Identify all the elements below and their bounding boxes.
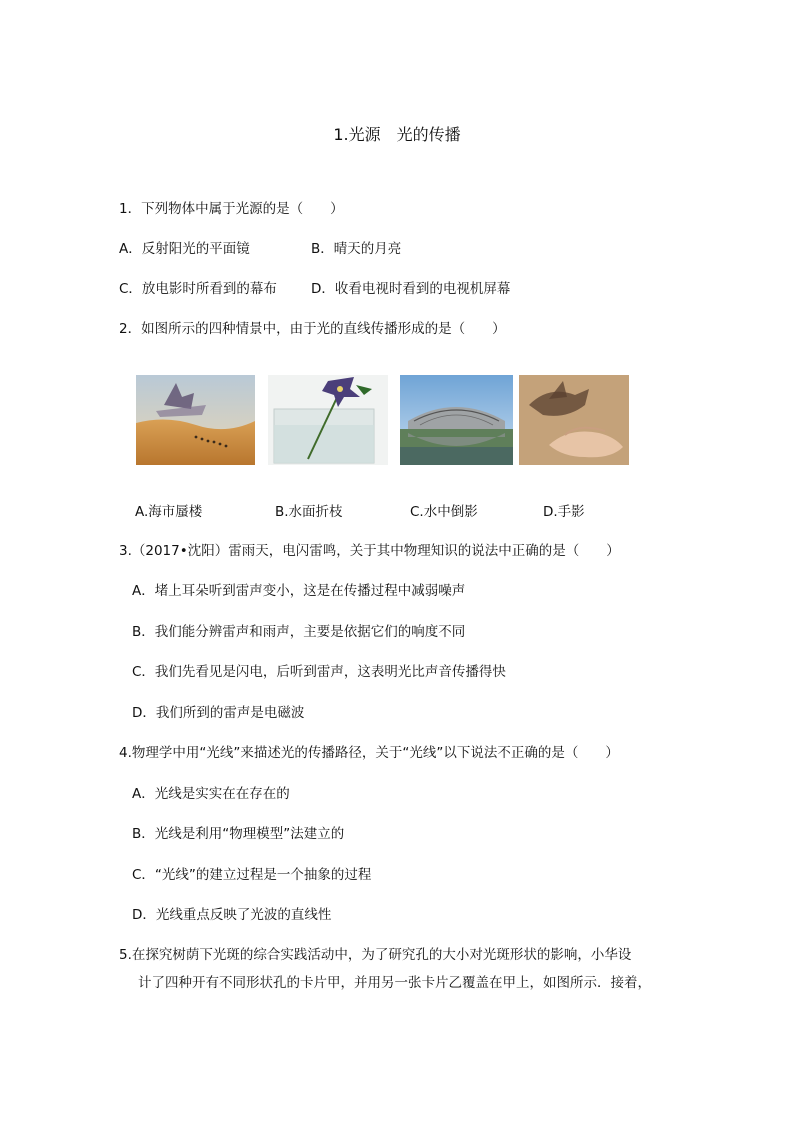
- q2-caption-a: A.海市蜃楼: [135, 504, 203, 520]
- q3-option-b: B．我们能分辨雷声和雨声，主要是依据它们的响度不同: [132, 624, 466, 640]
- bent-branch-image: [268, 375, 388, 465]
- reflection-image: [400, 375, 513, 465]
- q3-option-a: A．堵上耳朵听到雷声变小，这是在传播过程中减弱噪声: [132, 583, 466, 599]
- q1-option-b: B．晴天的月亮: [311, 241, 402, 257]
- mirage-image: [136, 375, 255, 465]
- q1-option-a: A．反射阳光的平面镜: [119, 241, 250, 257]
- q3-option-d: D．我们所到的雷声是电磁波: [132, 705, 305, 721]
- q3-stem: 3.（2017•沈阳）雷雨天，电闪雷鸣，关于其中物理知识的说法中正确的是（ ）: [119, 543, 620, 559]
- q3-option-c: C．我们先看见是闪电，后听到雷声，这表明光比声音传播得快: [132, 664, 506, 680]
- q5-line-1: 5.在探究树荫下光斑的综合实践活动中，为了研究孔的大小对光斑形状的影响，小华设: [119, 947, 632, 963]
- q4-option-a: A．光线是实实在在存在的: [132, 786, 290, 802]
- q2-caption-d: D.手影: [543, 504, 585, 520]
- q2-stem: 2．如图所示的四种情景中，由于光的直线传播形成的是（ ）: [119, 321, 506, 337]
- hand-shadow-image: [519, 375, 629, 465]
- q4-option-b: B．光线是利用“物理模型”法建立的: [132, 826, 345, 842]
- q4-stem: 4.物理学中用“光线”来描述光的传播路径，关于“光线”以下说法不正确的是（ ）: [119, 745, 619, 761]
- q1-stem: 1．下列物体中属于光源的是（ ）: [119, 201, 344, 217]
- q4-option-c: C．“光线”的建立过程是一个抽象的过程: [132, 867, 372, 883]
- q2-caption-c: C.水中倒影: [410, 504, 478, 520]
- q1-option-d: D．收看电视时看到的电视机屏幕: [311, 281, 511, 297]
- q4-option-d: D．光线重点反映了光波的直线性: [132, 907, 332, 923]
- page-title: 1.光源 光的传播: [333, 125, 461, 144]
- q2-caption-b: B.水面折枝: [275, 504, 343, 520]
- q5-line-2: 计了四种开有不同形状孔的卡片甲，并用另一张卡片乙覆盖在甲上，如图所示．接着，: [138, 975, 651, 991]
- q1-option-c: C．放电影时所看到的幕布: [119, 281, 277, 297]
